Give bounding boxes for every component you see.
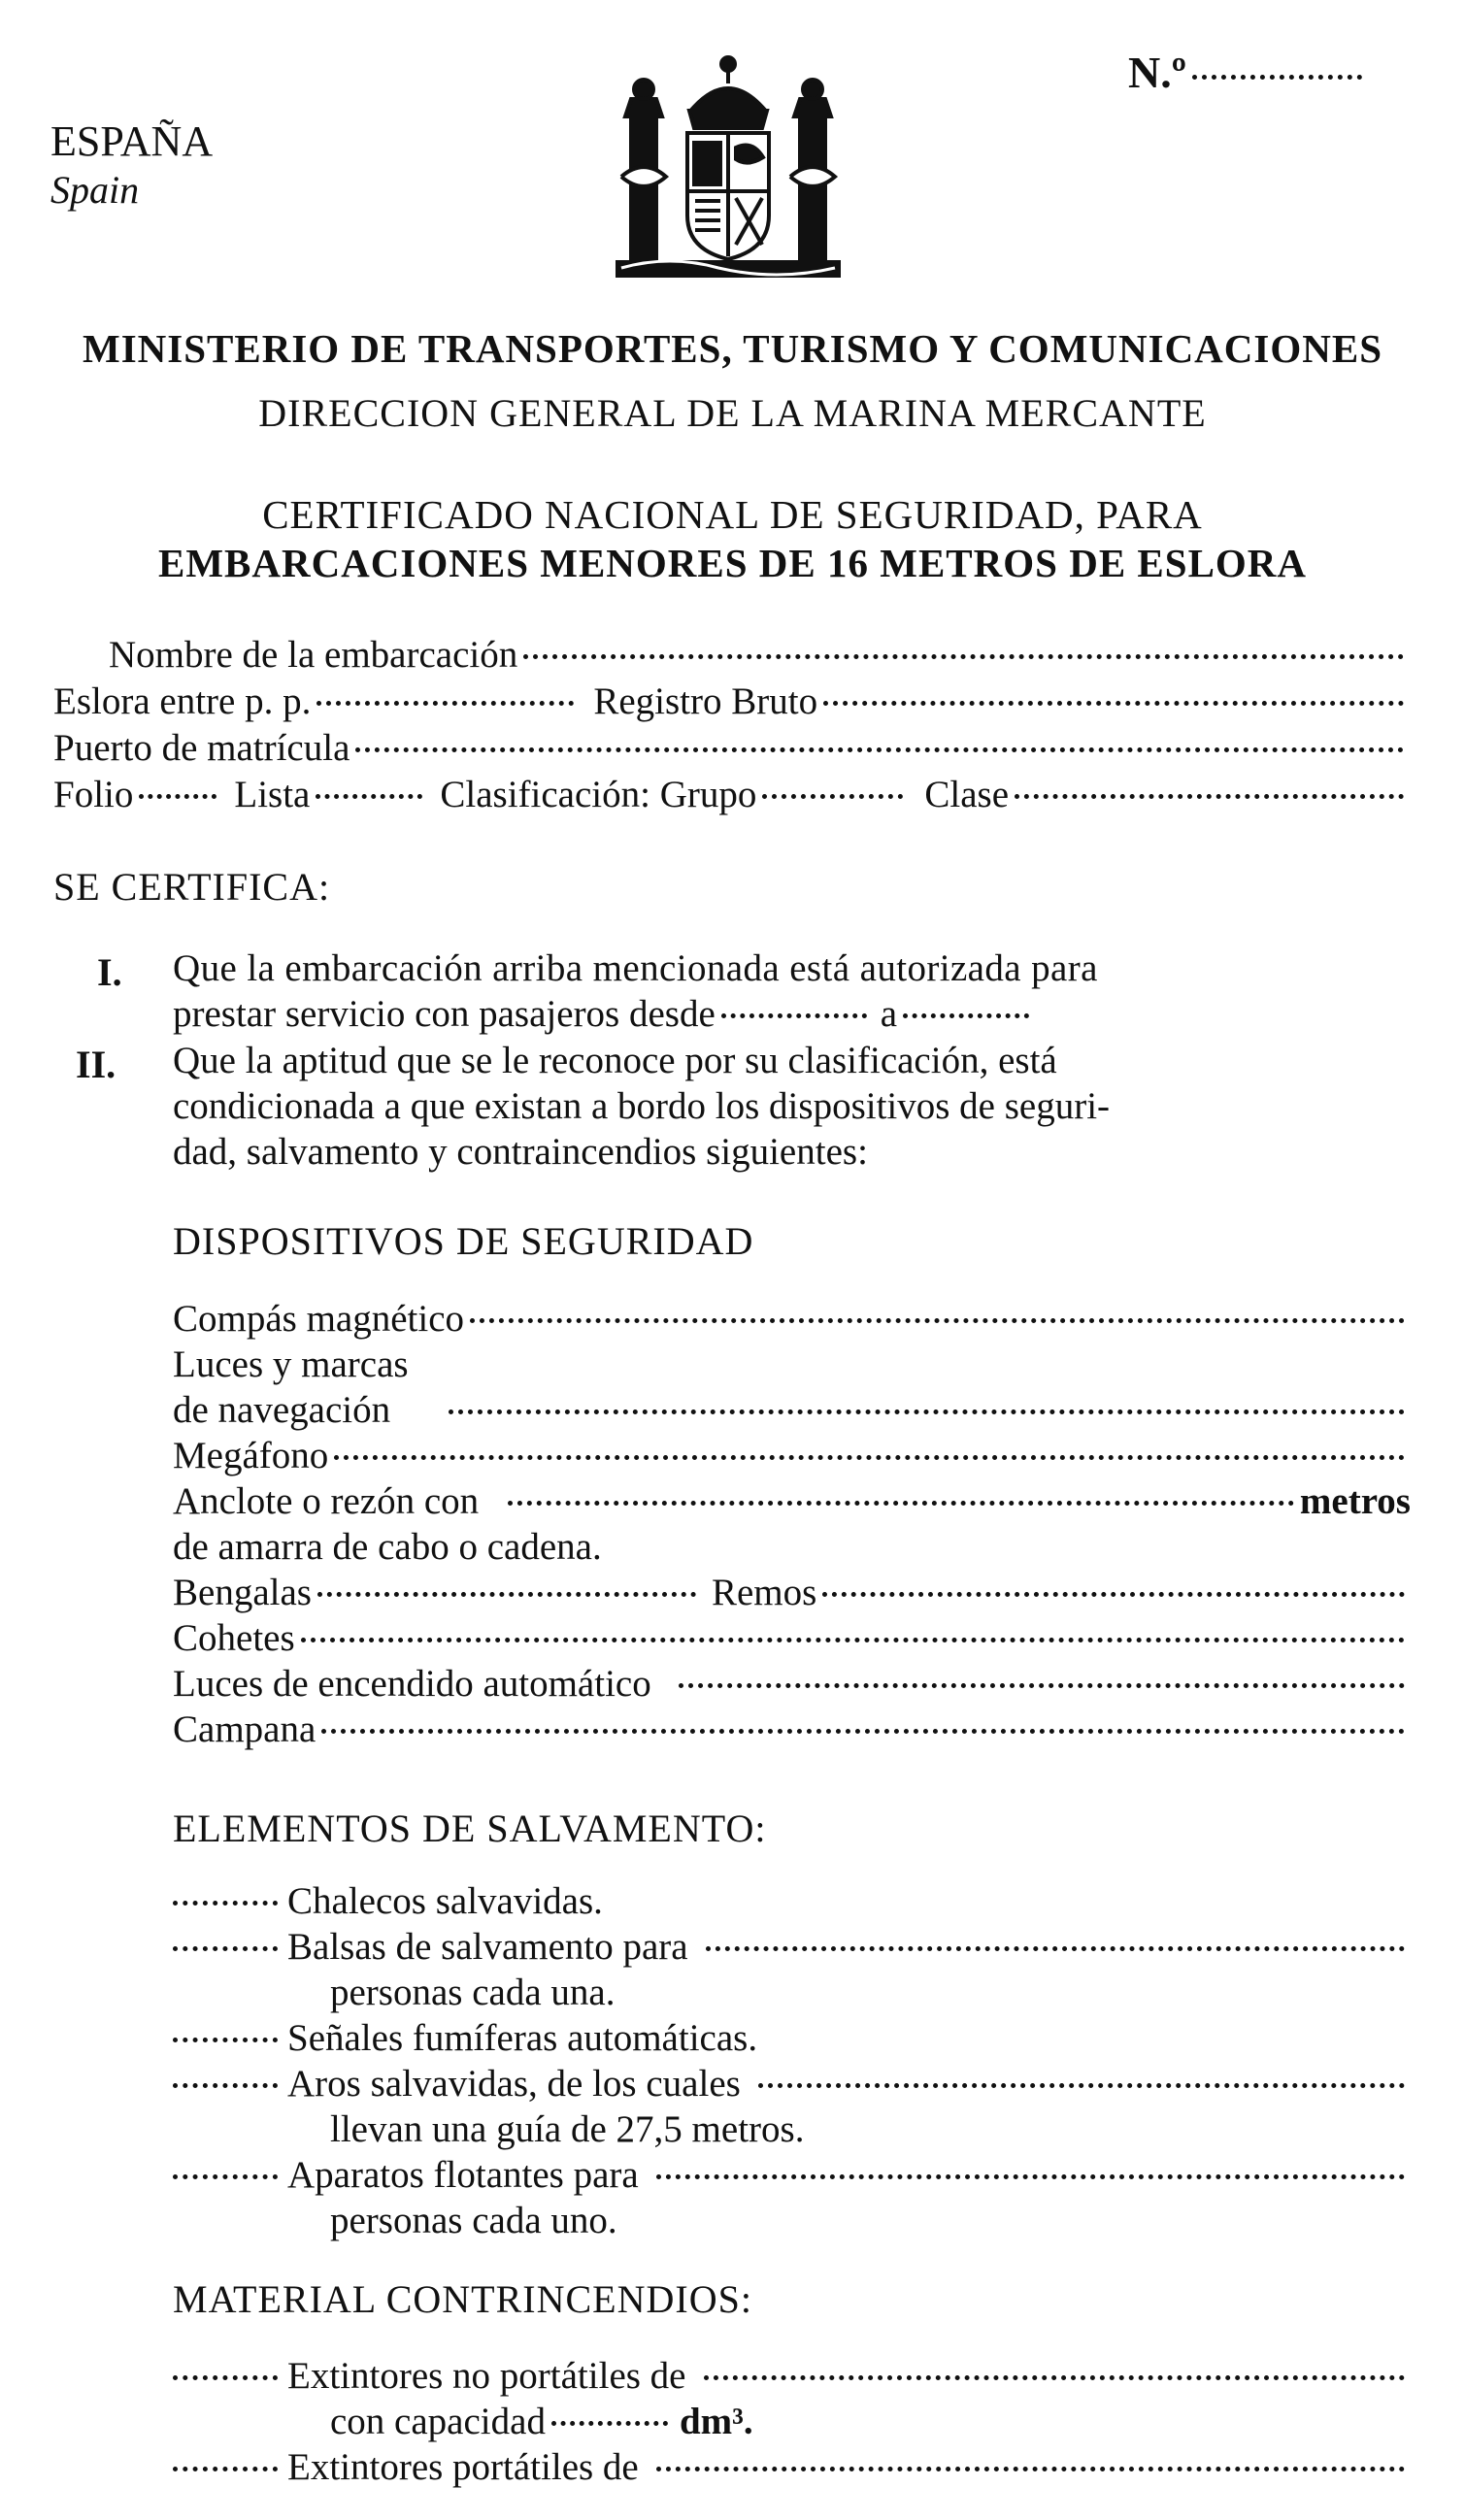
- floats-label: Aparatos flotantes para: [287, 2154, 639, 2196]
- clause-1-line-1: [173, 946, 1411, 993]
- lifesaving-heading: ELEMENTOS DE SALVAMENTO:: [173, 1807, 767, 1850]
- lights-blank: [449, 1409, 1405, 1414]
- clause-2-text-1: Que la aptitud que se le reconoce por su clasificación, está: [173, 1040, 1057, 1081]
- country-name-english: Spain: [50, 168, 140, 212]
- clause-2-line-3: [173, 1130, 1411, 1177]
- fixed-extinguishers-field: [173, 2354, 1411, 2401]
- port-label: Puerto de matrícula: [53, 727, 350, 769]
- service-to-label: a: [880, 993, 898, 1035]
- smoke-signals-label: Señales fumíferas automáticas.: [287, 2017, 758, 2059]
- bell-field: [173, 1708, 1411, 1754]
- rockets-label: Cohetes: [173, 1617, 295, 1659]
- floats-label-2: personas cada uno.: [330, 2200, 617, 2241]
- jackets-qty-blank: [173, 1901, 278, 1906]
- classification-group-label: Clasificación: Grupo: [440, 774, 757, 815]
- rafts-capacity-blank: [706, 1946, 1405, 1951]
- capacity-label: con capacidad: [330, 2401, 546, 2442]
- rings-label: Aros salvavidas, de los cuales: [287, 2063, 741, 2105]
- flares-blank: [317, 1592, 696, 1597]
- folio-list-class-field: [53, 773, 1410, 819]
- rings-label-2: llevan una guía de 27,5 metros.: [330, 2108, 805, 2150]
- capacity-blank: [551, 2421, 668, 2426]
- list-blank: [316, 794, 422, 799]
- anchor-blank: [508, 1501, 1294, 1506]
- oars-label: Remos: [711, 1572, 817, 1613]
- jackets-field: [173, 1879, 1411, 1926]
- clause-2-line-1: [173, 1039, 1411, 1085]
- lights-field-line-2: [173, 1388, 1411, 1435]
- bell-label: Campana: [173, 1708, 316, 1750]
- clause-1-number: I.: [97, 950, 122, 994]
- safety-devices-heading: DISPOSITIVOS DE SEGURIDAD: [173, 1219, 754, 1263]
- bell-blank: [321, 1729, 1405, 1734]
- coat-of-arms-icon: [612, 50, 845, 282]
- anchor-label-2: de amarra de cabo o cadena.: [173, 1526, 602, 1568]
- certifies-heading: SE CERTIFICA:: [53, 865, 331, 909]
- compass-blank: [470, 1318, 1405, 1323]
- fixed-type-blank: [704, 2375, 1406, 2380]
- megaphone-blank: [334, 1455, 1405, 1460]
- oars-blank: [822, 1592, 1405, 1597]
- vessel-name-label: Nombre de la embarcación: [109, 634, 518, 676]
- service-to-blank: [903, 1013, 1029, 1018]
- port-field: [53, 726, 1410, 773]
- smoke-signals-field: [173, 2016, 1411, 2063]
- floats-capacity-blank: [656, 2174, 1405, 2179]
- clause-2-line-2: [173, 1084, 1411, 1131]
- length-tonnage-field: [53, 680, 1410, 726]
- compass-field: [173, 1297, 1411, 1343]
- directorate-title: DIRECCION GENERAL DE LA MARINA MERCANTE: [258, 391, 1207, 435]
- gross-tonnage-label: Registro Bruto: [593, 680, 818, 722]
- rockets-blank: [301, 1638, 1405, 1642]
- fixed-qty-blank: [173, 2375, 278, 2380]
- flares-oars-field: [173, 1571, 1411, 1617]
- rings-qty-blank: [173, 2083, 278, 2088]
- firefighting-heading: MATERIAL CONTRINCENDIOS:: [173, 2277, 752, 2321]
- flares-label: Bengalas: [173, 1572, 312, 1613]
- class-label: Clase: [924, 774, 1010, 815]
- vessel-name-blank: [523, 654, 1404, 659]
- auto-lights-label: Luces de encendido automático: [173, 1663, 651, 1705]
- length-label: Eslora entre p. p.: [53, 680, 312, 722]
- rings-field: [173, 2062, 1411, 2108]
- auto-lights-blank: [679, 1683, 1405, 1688]
- passenger-service-label: prestar servicio con pasajeros desde: [173, 993, 716, 1035]
- smoke-qty-blank: [173, 2038, 278, 2042]
- list-label: Lista: [234, 774, 311, 815]
- clause-2-text-3: dad, salvamento y contraincendios siguientes:: [173, 1131, 868, 1173]
- floats-field: [173, 2153, 1411, 2200]
- capacity-unit: dm³.: [679, 2401, 753, 2442]
- port-blank: [355, 747, 1404, 752]
- vessel-name-field: [109, 633, 1410, 680]
- jackets-label: Chalecos salvavidas.: [287, 1880, 603, 1922]
- clause-1-line-2: [173, 992, 1411, 1039]
- anchor-label: Anclote o rezón con: [173, 1480, 480, 1522]
- service-from-blank: [721, 1013, 867, 1018]
- megaphone-label: Megáfono: [173, 1435, 329, 1476]
- certificate-title-line-1: CERTIFICADO NACIONAL DE SEGURIDAD, PARA: [262, 492, 1203, 537]
- folio-blank: [139, 794, 216, 799]
- portable-extinguishers-field: [173, 2445, 1411, 2492]
- lights-label-1: Luces y marcas: [173, 1343, 409, 1385]
- rockets-field: [173, 1616, 1411, 1663]
- anchor-field-line-2: [173, 1525, 1411, 1572]
- country-name: ESPAÑA: [50, 117, 214, 165]
- class-blank: [1015, 794, 1404, 799]
- portable-type-blank: [656, 2467, 1405, 2471]
- ministry-title: MINISTERIO DE TRANSPORTES, TURISMO Y COMUNICACIONES: [83, 326, 1382, 371]
- number-label: N.º: [1128, 48, 1186, 97]
- auto-lights-field: [173, 1662, 1411, 1708]
- certificate-number: [1128, 47, 1368, 98]
- gross-tonnage-blank: [823, 701, 1404, 706]
- floats-qty-blank: [173, 2174, 278, 2179]
- clause-2-text-2: condicionada a que existan a bordo los dispositivos de seguri-: [173, 1085, 1111, 1127]
- floats-field-line-2: [330, 2199, 1411, 2245]
- rafts-qty-blank: [173, 1946, 278, 1951]
- certificate-title-line-2: EMBARCACIONES MENORES DE 16 METROS DE ESLORA: [157, 541, 1308, 585]
- clause-2-number: II.: [76, 1043, 117, 1086]
- portable-extinguishers-label: Extintores portátiles de: [287, 2446, 639, 2488]
- fixed-capacity-field: [330, 2400, 1411, 2446]
- group-blank: [762, 794, 903, 799]
- rafts-field: [173, 1925, 1411, 1972]
- clause-1-text: Que la embarcación arriba mencionada está autorizada para: [173, 947, 1098, 989]
- rafts-label: Balsas de salvamento para: [287, 1926, 688, 1968]
- rings-guide-blank: [758, 2083, 1405, 2088]
- portable-qty-blank: [173, 2467, 278, 2471]
- rafts-field-line-2: [330, 1971, 1411, 2017]
- compass-label: Compás magnético: [173, 1298, 465, 1340]
- anchor-field: [173, 1479, 1411, 1526]
- folio-label: Folio: [53, 774, 134, 815]
- number-blank: [1192, 75, 1362, 80]
- rafts-label-2: personas cada una.: [330, 1972, 616, 2013]
- rings-field-line-2: [330, 2107, 1411, 2154]
- fixed-extinguishers-label: Extintores no portátiles de: [287, 2355, 686, 2397]
- lights-field-line-1: [173, 1343, 1411, 1389]
- lights-label-2: de navegación: [173, 1389, 391, 1431]
- length-blank: [316, 701, 574, 706]
- anchor-unit: metros: [1299, 1480, 1411, 1522]
- megaphone-field: [173, 1434, 1411, 1480]
